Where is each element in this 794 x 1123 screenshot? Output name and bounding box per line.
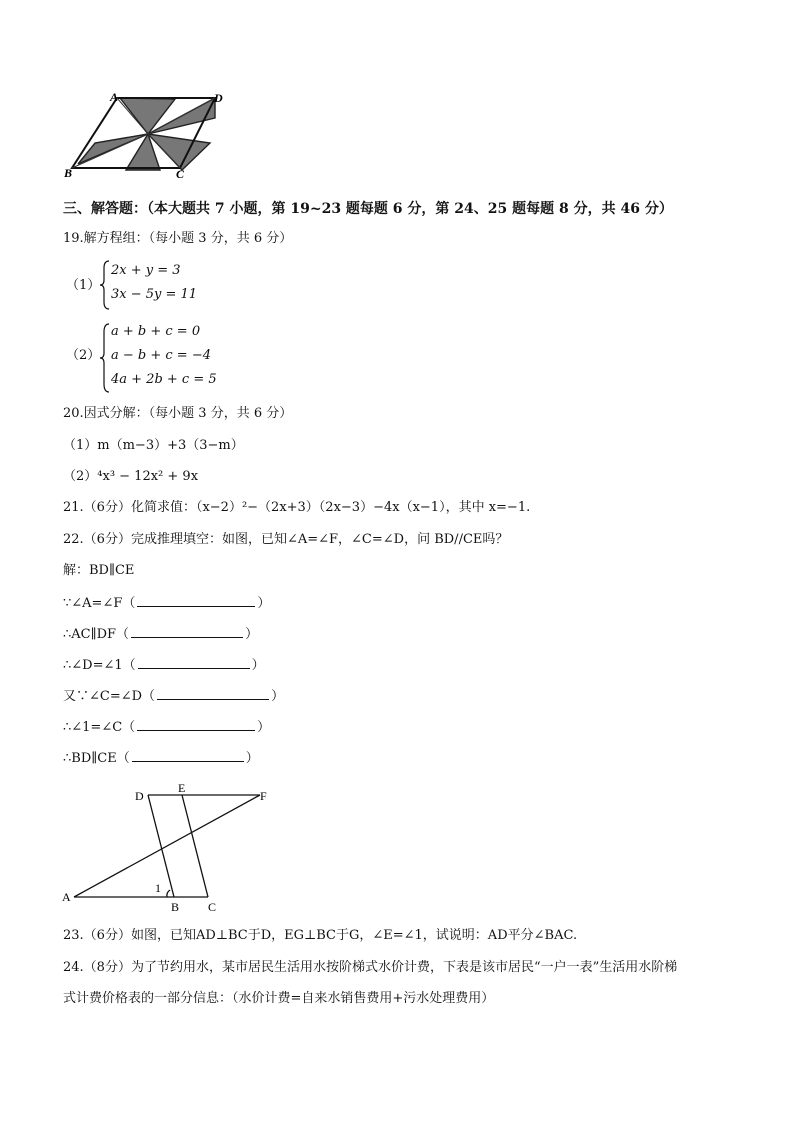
label-D: D [135,789,144,803]
step-close: ） [251,658,265,673]
q22-step-4 [63,687,284,706]
step-text: ∴∠D=∠1（ [63,658,136,673]
step-close: ） [271,689,285,704]
answer-blank-4[interactable] [157,687,269,700]
q19-part2-brace [100,323,110,393]
q19-part1-eq2: 3x − 5y = 11 [111,287,198,302]
label-C: C [208,900,217,914]
line-DB [148,795,174,897]
q22-solution: 解：BD∥CE [63,563,135,578]
step-text: 又∵∠C=∠D（ [63,689,156,704]
label-D: D [214,91,223,105]
q22-step-1 [63,594,270,613]
step-close: ） [257,596,271,611]
q21-text: 21.（6分）化简求值：（x−2）²−（2x+3）（2x−3）−4x（x−1），其中 x=−1. [63,500,531,515]
q24-line2: 式计费价格表的一部分信息：（水价计费=自来水销售费用+污水处理费用） [63,991,495,1006]
line-AF [74,795,260,897]
q23-text: 23.（6分）如图，已知AD⊥BC于D，EG⊥BC于G，∠E=∠1，试说明：AD平分∠BAC. [63,928,578,943]
parallelogram-figure [60,88,240,180]
answer-blank-5[interactable] [137,718,255,731]
answer-blank-2[interactable] [131,625,243,638]
answer-blank-3[interactable] [138,656,250,669]
q22-step-3 [63,656,265,675]
parallel-lines-figure [60,780,290,915]
q22-stem: 22.（6分）完成推理填空：如图，已知∠A=∠F，∠C=∠D，问 BD//CE吗？ [63,532,509,547]
q19-part2-eq3: 4a + 2b + c = 5 [111,372,217,387]
q22-step-6 [63,749,259,768]
step-text: ∵∠A=∠F（ [63,596,136,611]
q19-stem: 19.解方程组：（每小题 3 分，共 6 分） [63,231,293,246]
q24-line1: 24.（8分）为了节约用水，某市居民生活用水按阶梯式水价计费，下表是该市居民“一户一表”生活用水阶梯 [63,960,678,975]
q20-stem: 20.因式分解：（每小题 3 分，共 6 分） [63,406,293,421]
q19-part2-eq2: a − b + c = −4 [111,348,211,363]
q19-part1-eq1: 2x + y = 3 [111,263,181,278]
step-text: ∴AC∥DF（ [63,627,130,642]
label-C: C [176,167,185,180]
label-F: F [260,789,267,803]
q19-part2-label: （2） [66,348,101,363]
answer-blank-6[interactable] [132,749,244,762]
label-A: A [110,90,119,104]
q19-part2-eq1: a + b + c = 0 [111,324,201,339]
step-close: ） [245,627,259,642]
q20-part2: （2）⁴x³ − 12x² + 9x [63,469,199,484]
q20-part1: （1）m（m−3）+3（3−m） [63,438,244,453]
label-B: B [171,900,180,914]
step-text: ∴BD∥CE（ [63,751,130,766]
step-close: ） [245,751,259,766]
section-heading: 三、解答题：（本大题共 7 小题，第 19~23 题每题 6 分，第 24、25 题每题 8 分，共 46 分） [63,201,673,217]
label-angle-1: 1 [155,881,161,895]
q19-part1-brace [100,260,110,310]
label-A: A [62,890,71,904]
q22-step-2 [63,625,258,644]
q22-step-5 [63,718,270,737]
label-B: B [64,166,73,180]
step-close: ） [257,720,271,735]
step-text: ∴∠1=∠C（ [63,720,136,735]
answer-blank-1[interactable] [137,594,255,607]
label-E: E [178,781,186,795]
angle-1-arc [167,890,170,897]
q19-part1-label: （1） [66,278,101,293]
line-EC [182,795,208,897]
